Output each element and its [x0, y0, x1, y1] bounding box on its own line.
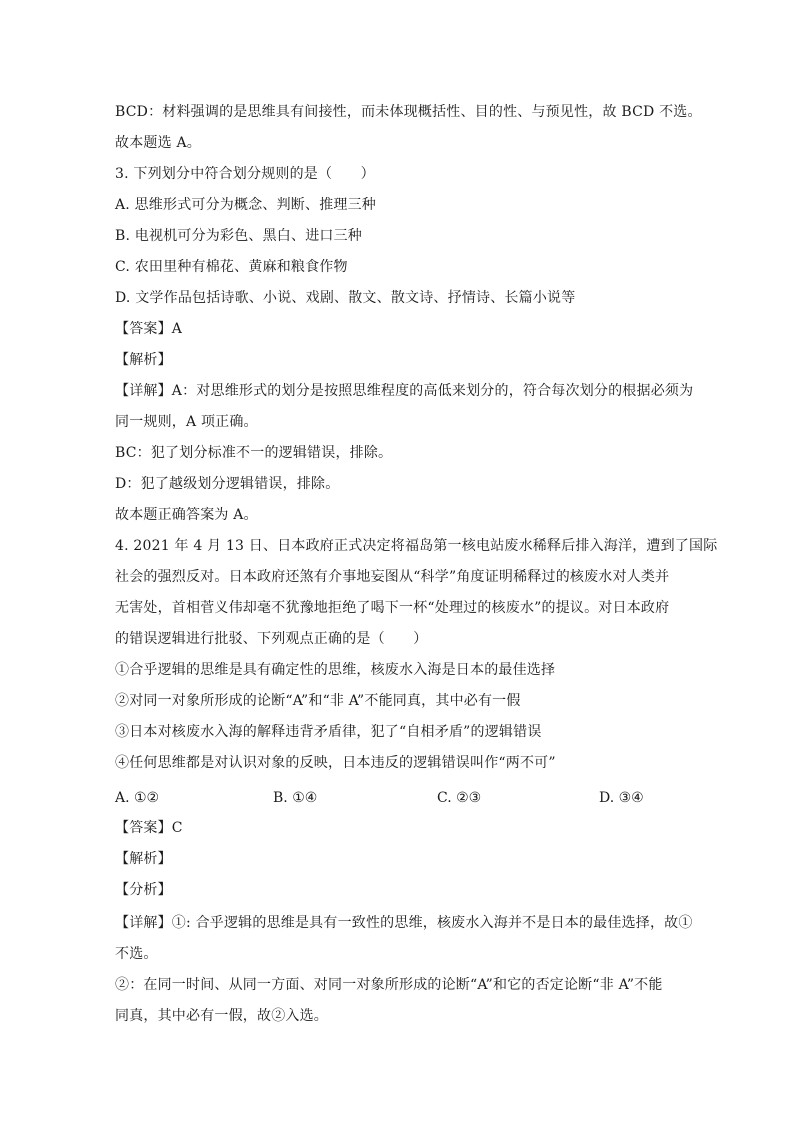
question-4-detail-line-4: 同真，其中必有一假，故②入选。 [115, 1008, 328, 1024]
question-3-detail-line-2: 同一规则，A 项正确。 [115, 414, 258, 430]
question-3-option-a: A. 思维形式可分为概念、判断、推理三种 [115, 197, 377, 213]
question-4-stem-line-2: 社会的强烈反对。日本政府还煞有介事地妄图从“科学”角度证明稀释过的核废水对人类并 [115, 569, 670, 585]
question-3-stem: 3. 下列划分中符合划分规则的是（ ） [115, 166, 375, 182]
question-4-detail-line-2: 不选。 [115, 946, 158, 962]
question-4-option-c: C. ②③ [437, 790, 482, 806]
question-3-answer: 【答案】A [115, 321, 183, 337]
question-4-stem-line-4: 的错误逻辑进行批驳、下列观点正确的是（ ） [115, 631, 428, 647]
question-3-option-d: D. 文学作品包括诗歌、小说、戏剧、散文、散文诗、抒情诗、长篇小说等 [115, 290, 576, 306]
question-4-stem-line-3: 无害处，首相菅义伟却毫不犹豫地拒绝了喝下一杯“处理过的核废水”的提议。对日本政府 [115, 600, 670, 616]
question-3-detail-d: D：犯了越级划分逻辑错误，排除。 [115, 476, 340, 492]
question-4-stem-line-1: 4. 2021 年 4 月 13 日、日本政府正式决定将福岛第一核电站废水稀释后排入海洋，遭到了国际 [115, 538, 718, 554]
question-4-statement-4: ④任何思维都是对认识对象的反映，日本违反的逻辑错误叫作“两不可” [115, 755, 556, 771]
question-3-conclusion: 故本题正确答案为 A。 [115, 507, 258, 523]
question-4-analysis-subheading: 【分析】 [115, 882, 172, 898]
question-4-option-d: D. ③④ [599, 790, 644, 806]
question-4-statement-1: ①合乎逻辑的思维是具有确定性的思维，核废水入海是日本的最佳选择 [115, 662, 556, 678]
question-4-analysis-heading: 【解析】 [115, 851, 172, 867]
question-3-option-b: B. 电视机可分为彩色、黑白、进口三种 [115, 228, 362, 244]
question-4-detail-line-1: 【详解】①: 合乎逻辑的思维是具有一致性的思维，核废水入海并不是日本的最佳选择，故① [115, 915, 693, 931]
question-4-option-a: A. ①② [115, 790, 160, 806]
question-3-detail-line-1: 【详解】A：对思维形式的划分是按照思维程度的高低来划分的，符合每次划分的根据必须为 [115, 383, 694, 399]
question-4-option-b: B. ①④ [273, 790, 318, 806]
question-3-detail-bc: BC：犯了划分标准不一的逻辑错误，排除。 [115, 445, 393, 461]
text-line-q2-conclusion: 故本题选 A。 [115, 135, 201, 151]
question-4-statement-3: ③日本对核废水入海的解释违背矛盾律，犯了“自相矛盾”的逻辑错误 [115, 724, 542, 740]
question-4-answer: 【答案】C [115, 820, 183, 836]
question-3-analysis-heading: 【解析】 [115, 352, 172, 368]
question-4-statement-2: ②对同一对象所形成的论断“A”和“非 A”不能同真，其中必有一假 [115, 693, 521, 709]
question-4-detail-line-3: ②：在同一时间、从同一方面、对同一对象所形成的论断“A”和它的否定论断“非 A”不能 [115, 977, 663, 993]
question-3-option-c: C. 农田里种有棉花、黄麻和粮食作物 [115, 259, 348, 275]
text-line-bcd-analysis: BCD：材料强调的是思维具有间接性，而未体现概括性、目的性、与预见性，故 BCD 不选。 [115, 104, 702, 120]
